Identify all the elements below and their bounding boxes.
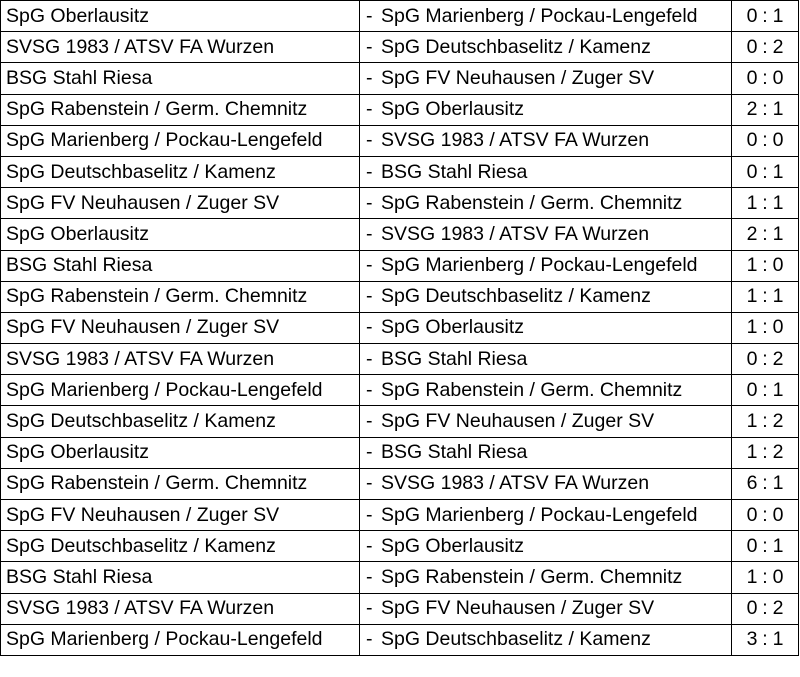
away-team: SVSG 1983 / ATSV FA Wurzen (381, 472, 650, 495)
home-team: SpG Marienberg / Pockau-Lengefeld (1, 125, 360, 156)
score-cell (732, 593, 799, 624)
home-goals: 0 (746, 4, 758, 27)
match-row (1, 375, 799, 406)
away-team: SpG FV Neuhausen / Zuger SV (381, 66, 655, 89)
score-separator: : (762, 410, 768, 433)
away-cell (360, 63, 732, 94)
match-row (1, 562, 799, 593)
score-separator: : (762, 534, 768, 557)
away-goals: 0 (772, 66, 784, 89)
away-cell (360, 125, 732, 156)
score-separator: : (762, 472, 768, 495)
away-goals: 1 (772, 4, 784, 27)
away-team: SpG Marienberg / Pockau-Lengefeld (381, 503, 698, 526)
home-goals: 0 (746, 129, 758, 152)
away-cell (360, 624, 732, 655)
home-team: BSG Stahl Riesa (1, 562, 360, 593)
score-cell (732, 1, 799, 32)
match-row (1, 250, 799, 281)
score-cell (732, 500, 799, 531)
away-cell (360, 344, 732, 375)
away-goals: 2 (772, 35, 784, 58)
home-team: SpG Oberlausitz (1, 219, 360, 250)
score-cell (732, 281, 799, 312)
away-team: SpG Deutschbaselitz / Kamenz (381, 628, 651, 651)
away-cell (360, 188, 732, 219)
score-separator: : (762, 565, 768, 588)
match-row (1, 500, 799, 531)
away-cell (360, 156, 732, 187)
away-goals: 2 (772, 597, 784, 620)
match-row (1, 125, 799, 156)
score-cell (732, 32, 799, 63)
away-cell (360, 250, 732, 281)
home-goals: 0 (746, 160, 758, 183)
home-team: SpG Rabenstein / Germ. Chemnitz (1, 94, 360, 125)
score-separator: : (762, 66, 768, 89)
results-body (1, 1, 799, 656)
score-separator: : (762, 4, 768, 27)
versus-dash: - (366, 347, 373, 370)
home-goals: 6 (746, 472, 758, 495)
score-cell (732, 531, 799, 562)
away-goals: 1 (772, 628, 784, 651)
away-goals: 2 (772, 410, 784, 433)
away-team: SpG Rabenstein / Germ. Chemnitz (381, 378, 683, 401)
away-team: SpG Oberlausitz (381, 534, 525, 557)
home-team: SVSG 1983 / ATSV FA Wurzen (1, 32, 360, 63)
score-separator: : (762, 316, 768, 339)
away-goals: 0 (772, 254, 784, 277)
away-goals: 0 (772, 565, 784, 588)
score-cell (732, 219, 799, 250)
score-cell (732, 188, 799, 219)
away-goals: 1 (772, 222, 784, 245)
home-goals: 3 (746, 628, 758, 651)
home-goals: 1 (746, 316, 758, 339)
away-team: SpG Rabenstein / Germ. Chemnitz (381, 565, 683, 588)
home-goals: 1 (746, 441, 758, 464)
home-goals: 1 (746, 565, 758, 588)
away-team: SVSG 1983 / ATSV FA Wurzen (381, 129, 650, 152)
versus-dash: - (366, 285, 373, 308)
versus-dash: - (366, 628, 373, 651)
away-team: BSG Stahl Riesa (381, 441, 528, 464)
home-team: SpG Deutschbaselitz / Kamenz (1, 531, 360, 562)
away-team: SpG Oberlausitz (381, 316, 525, 339)
score-separator: : (762, 160, 768, 183)
away-team: SpG Rabenstein / Germ. Chemnitz (381, 191, 683, 214)
match-row (1, 312, 799, 343)
match-row (1, 63, 799, 94)
home-team: BSG Stahl Riesa (1, 250, 360, 281)
away-team: SpG Marienberg / Pockau-Lengefeld (381, 254, 698, 277)
match-row (1, 281, 799, 312)
versus-dash: - (366, 597, 373, 620)
match-row (1, 32, 799, 63)
versus-dash: - (366, 254, 373, 277)
away-goals: 0 (772, 129, 784, 152)
home-team: SpG FV Neuhausen / Zuger SV (1, 500, 360, 531)
score-separator: : (762, 378, 768, 401)
match-row (1, 219, 799, 250)
score-separator: : (762, 129, 768, 152)
away-cell (360, 531, 732, 562)
versus-dash: - (366, 98, 373, 121)
away-cell (360, 593, 732, 624)
match-row (1, 406, 799, 437)
score-separator: : (762, 98, 768, 121)
versus-dash: - (366, 565, 373, 588)
versus-dash: - (366, 472, 373, 495)
score-cell (732, 344, 799, 375)
score-cell (732, 94, 799, 125)
home-team: SVSG 1983 / ATSV FA Wurzen (1, 593, 360, 624)
score-cell (732, 437, 799, 468)
versus-dash: - (366, 503, 373, 526)
away-goals: 2 (772, 347, 784, 370)
away-team: SVSG 1983 / ATSV FA Wurzen (381, 222, 650, 245)
score-separator: : (762, 222, 768, 245)
versus-dash: - (366, 222, 373, 245)
versus-dash: - (366, 378, 373, 401)
home-goals: 1 (746, 254, 758, 277)
score-cell (732, 468, 799, 499)
away-team: BSG Stahl Riesa (381, 347, 528, 370)
score-separator: : (762, 285, 768, 308)
home-goals: 2 (746, 222, 758, 245)
versus-dash: - (366, 160, 373, 183)
versus-dash: - (366, 316, 373, 339)
versus-dash: - (366, 4, 373, 27)
away-cell (360, 468, 732, 499)
score-cell (732, 125, 799, 156)
home-team: SpG FV Neuhausen / Zuger SV (1, 312, 360, 343)
versus-dash: - (366, 191, 373, 214)
home-team: SpG Marienberg / Pockau-Lengefeld (1, 624, 360, 655)
match-row (1, 344, 799, 375)
home-team: SpG Rabenstein / Germ. Chemnitz (1, 468, 360, 499)
versus-dash: - (366, 66, 373, 89)
away-team: SpG Marienberg / Pockau-Lengefeld (381, 4, 698, 27)
home-goals: 0 (746, 503, 758, 526)
home-team: SpG FV Neuhausen / Zuger SV (1, 188, 360, 219)
away-cell (360, 281, 732, 312)
home-team: SpG Deutschbaselitz / Kamenz (1, 156, 360, 187)
versus-dash: - (366, 35, 373, 58)
away-goals: 1 (772, 285, 784, 308)
match-row (1, 156, 799, 187)
home-goals: 0 (746, 35, 758, 58)
away-goals: 0 (772, 503, 784, 526)
score-cell (732, 375, 799, 406)
away-goals: 2 (772, 441, 784, 464)
score-separator: : (762, 628, 768, 651)
score-cell (732, 562, 799, 593)
score-separator: : (762, 347, 768, 370)
away-goals: 1 (772, 472, 784, 495)
home-goals: 0 (746, 534, 758, 557)
away-cell (360, 312, 732, 343)
home-goals: 0 (746, 378, 758, 401)
score-separator: : (762, 35, 768, 58)
versus-dash: - (366, 129, 373, 152)
home-team: SpG Oberlausitz (1, 1, 360, 32)
score-cell (732, 250, 799, 281)
versus-dash: - (366, 441, 373, 464)
score-cell (732, 624, 799, 655)
away-cell (360, 32, 732, 63)
away-goals: 1 (772, 98, 784, 121)
away-team: SpG FV Neuhausen / Zuger SV (381, 597, 655, 620)
away-team: SpG FV Neuhausen / Zuger SV (381, 410, 655, 433)
away-cell (360, 406, 732, 437)
score-separator: : (762, 597, 768, 620)
away-goals: 1 (772, 191, 784, 214)
home-goals: 0 (746, 347, 758, 370)
versus-dash: - (366, 534, 373, 557)
match-row (1, 94, 799, 125)
away-goals: 1 (772, 534, 784, 557)
versus-dash: - (366, 410, 373, 433)
score-separator: : (762, 441, 768, 464)
home-goals: 1 (746, 191, 758, 214)
away-team: SpG Deutschbaselitz / Kamenz (381, 285, 651, 308)
away-team: SpG Deutschbaselitz / Kamenz (381, 35, 651, 58)
match-row (1, 437, 799, 468)
away-cell (360, 375, 732, 406)
score-cell (732, 312, 799, 343)
match-row (1, 531, 799, 562)
away-team: SpG Oberlausitz (381, 98, 525, 121)
away-goals: 1 (772, 378, 784, 401)
match-row (1, 624, 799, 655)
away-cell (360, 437, 732, 468)
score-separator: : (762, 254, 768, 277)
home-team: BSG Stahl Riesa (1, 63, 360, 94)
home-goals: 0 (746, 597, 758, 620)
away-cell (360, 500, 732, 531)
home-goals: 1 (746, 410, 758, 433)
score-cell (732, 156, 799, 187)
away-team: BSG Stahl Riesa (381, 160, 528, 183)
match-row (1, 468, 799, 499)
match-row (1, 188, 799, 219)
home-team: SpG Marienberg / Pockau-Lengefeld (1, 375, 360, 406)
home-team: SpG Oberlausitz (1, 437, 360, 468)
home-team: SpG Deutschbaselitz / Kamenz (1, 406, 360, 437)
home-goals: 1 (746, 285, 758, 308)
match-row (1, 1, 799, 32)
score-separator: : (762, 191, 768, 214)
away-cell (360, 562, 732, 593)
home-team: SpG Rabenstein / Germ. Chemnitz (1, 281, 360, 312)
home-team: SVSG 1983 / ATSV FA Wurzen (1, 344, 360, 375)
score-separator: : (762, 503, 768, 526)
home-goals: 0 (746, 66, 758, 89)
away-goals: 0 (772, 316, 784, 339)
away-cell (360, 219, 732, 250)
score-cell (732, 406, 799, 437)
score-cell (732, 63, 799, 94)
match-row (1, 593, 799, 624)
away-goals: 1 (772, 160, 784, 183)
away-cell (360, 94, 732, 125)
away-cell (360, 1, 732, 32)
home-goals: 2 (746, 98, 758, 121)
